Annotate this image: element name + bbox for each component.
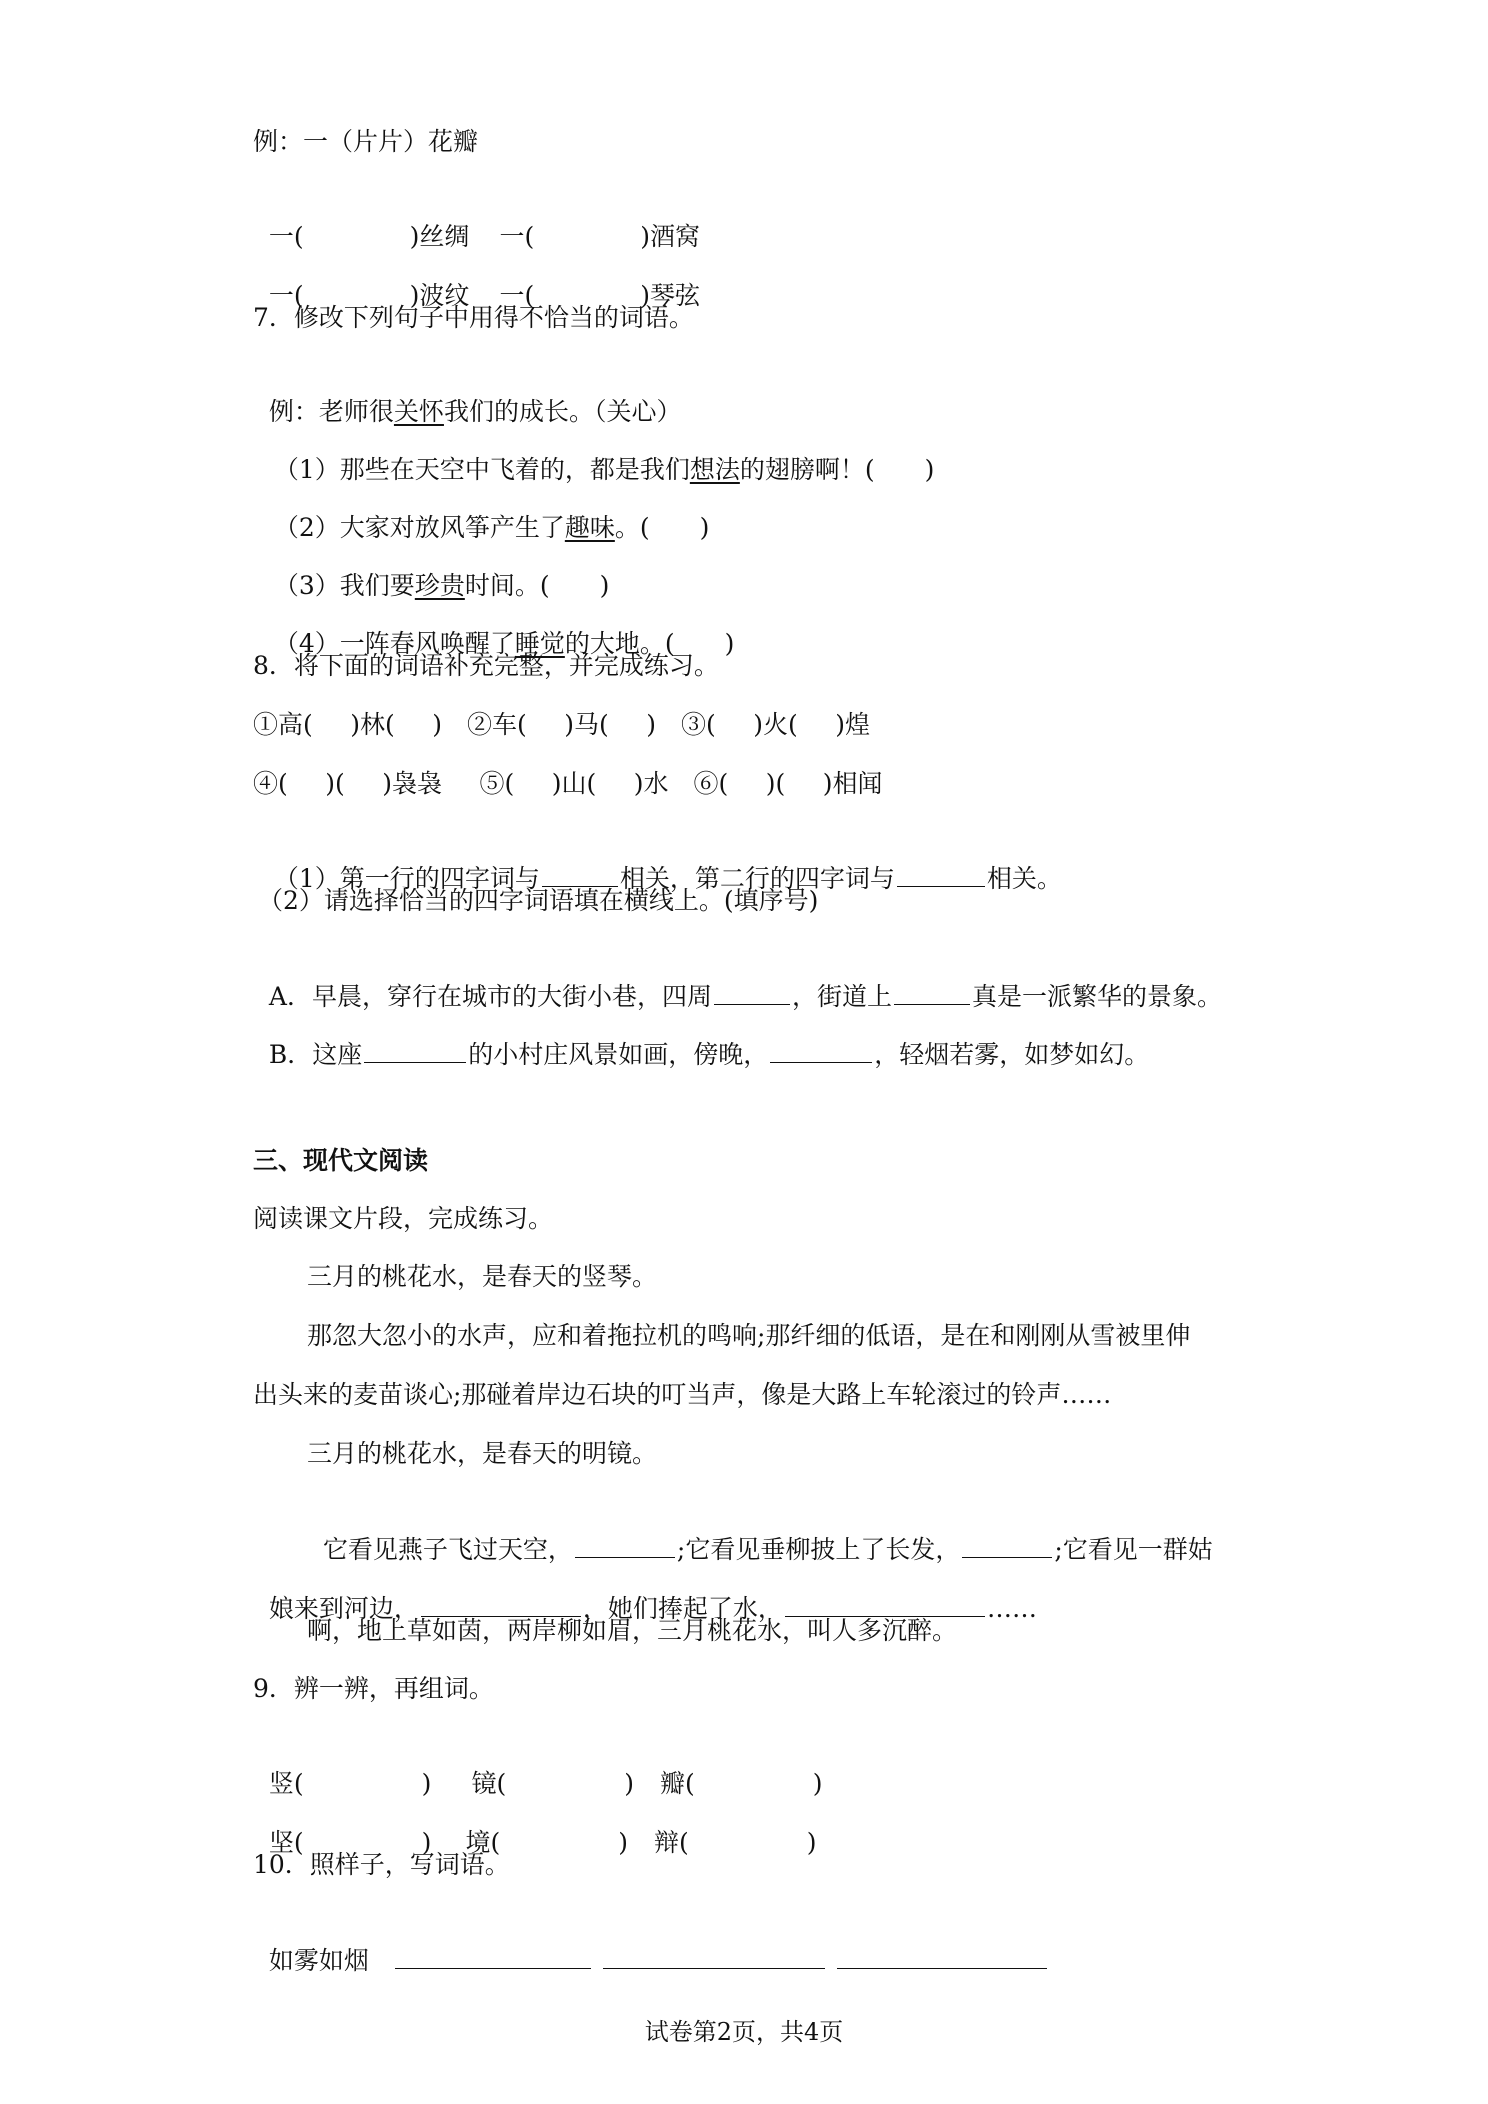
q6-row2-a-pre: 一( xyxy=(268,281,304,310)
q8-a-c: 真是一派繁华的景象。 xyxy=(971,982,1222,1011)
q10-blank-2[interactable] xyxy=(603,1942,825,1969)
q9-char: 坚( xyxy=(268,1828,304,1857)
q7-item-pre: （2）大家对放风筝产生了 xyxy=(273,513,565,542)
q8-title: 8．将下面的词语补充完整，并完成练习。 xyxy=(253,651,719,680)
q7-example-pre: 例：老师很 xyxy=(268,397,394,426)
page-footer: 试卷第2页，共4页 xyxy=(644,2018,844,2046)
q8-sub2: （2）请选择恰当的四字词语填在横线上。(填序号) xyxy=(258,886,819,915)
q6-row1-a-pre: 一( xyxy=(268,222,304,251)
passage-p5: 啊，地上草如茵，两岸柳如眉，三月桃花水，叫人多沉醉。 xyxy=(307,1616,958,1645)
p4-line2-a: 娘来到河边， xyxy=(268,1594,419,1623)
passage-p3: 三月的桃花水，是春天的明镜。 xyxy=(307,1439,658,1468)
q10-blank-1[interactable] xyxy=(395,1942,591,1969)
q7-item-word: 珍贵 xyxy=(414,571,465,600)
section-heading: 三、现代文阅读 xyxy=(253,1146,429,1175)
q8-b-a: B．这座 xyxy=(268,1040,363,1069)
passage-p2-line2: 出头来的麦苗谈心;那碰着岸边石块的叮当声，像是大路上车轮滚过的铃声…… xyxy=(253,1380,1112,1409)
p4-line2-b: ，她们捧起了水， xyxy=(582,1594,783,1623)
q7-example-word: 关怀 xyxy=(393,397,444,426)
q7-item-post: 时间。( ) xyxy=(464,571,610,600)
q10-title: 10．照样子，写词语。 xyxy=(253,1850,510,1879)
q8-sub1-blank-2[interactable] xyxy=(897,860,985,887)
q8-a-a: A．早晨，穿行在城市的大街小巷，四周 xyxy=(268,982,712,1011)
q6-example: 例：一（片片）花瓣 xyxy=(253,127,479,156)
q8-b-blank-1[interactable] xyxy=(364,1036,466,1063)
q6-row2-b-pre: 一( xyxy=(499,281,535,310)
q7-item-post: 的翅膀啊！( ) xyxy=(739,455,935,484)
q10-row xyxy=(253,1906,1049,1979)
q7-item-pre: （3）我们要 xyxy=(273,571,415,600)
q7-item-post: 。( ) xyxy=(614,513,710,542)
q6-row2-a-post: )波纹 xyxy=(409,281,470,310)
p4-line2-c: …… xyxy=(986,1594,1037,1623)
q8-sub1-b: 相关，第二行的四字词与 xyxy=(619,864,895,893)
q6-row2-b-post: )琴弦 xyxy=(640,281,700,310)
q9-char: 竖( xyxy=(268,1769,304,1798)
q10-blank-3[interactable] xyxy=(837,1942,1047,1969)
reading-instruction: 阅读课文片段，完成练习。 xyxy=(253,1204,554,1233)
q7-item-pre: （1）那些在天空中飞着的，都是我们 xyxy=(273,455,690,484)
q9-char: 境( xyxy=(465,1828,501,1857)
q7-item-post: 的大地。( ) xyxy=(564,629,735,658)
q9-close: ) xyxy=(806,1828,817,1857)
q8-a-b: ，街道上 xyxy=(791,982,892,1011)
passage-p1: 三月的桃花水，是春天的竖琴。 xyxy=(307,1262,658,1291)
q6-row1-a-post: )丝绸 xyxy=(409,222,470,251)
q7-item-word: 趣味 xyxy=(564,513,615,542)
q9-close: ) xyxy=(812,1769,823,1798)
q7-item-word: 想法 xyxy=(689,455,740,484)
q8-b-b: 的小村庄风景如画，傍晚， xyxy=(468,1040,769,1069)
q9-char: 瓣( xyxy=(659,1769,695,1798)
q7-example-post: 我们的成长。（关心） xyxy=(443,397,682,426)
q9-char: 辩( xyxy=(653,1828,689,1857)
q10-example: 如雾如烟 xyxy=(268,1946,369,1975)
q8-row1: ①高( )林( ) ②车( )马( ) ③( )火( )煌 xyxy=(253,710,871,739)
q9-close: ) xyxy=(618,1828,628,1857)
passage-p2-line1: 那忽大忽小的水声，应和着拖拉机的鸣响;那纤细的低语，是在和刚刚从雪被里伸 xyxy=(307,1321,1191,1350)
q8-sentence-b xyxy=(253,1000,1149,1073)
q9-close: ) xyxy=(421,1769,432,1798)
q9-char: 镜( xyxy=(471,1769,507,1798)
q7-item-word: 睡觉 xyxy=(514,629,565,658)
p4-line1-a: 它看见燕子飞过天空， xyxy=(322,1535,573,1564)
q8-b-c: ，轻烟若雾，如梦如幻。 xyxy=(874,1040,1150,1069)
q8-b-blank-2[interactable] xyxy=(770,1036,872,1063)
q6-row1-b-pre: 一( xyxy=(499,222,535,251)
q8-sub1-a: （1）第一行的四字词与 xyxy=(273,864,540,893)
p4-line1-c: ;它看见一群姑 xyxy=(1054,1535,1213,1564)
q7-item-pre: （4）一阵春风唤醒了 xyxy=(273,629,515,658)
q9-title: 9．辨一辨，再组词。 xyxy=(253,1674,494,1703)
q6-row1-b-post: )酒窝 xyxy=(640,222,700,251)
q8-sub1-c: 相关。 xyxy=(986,864,1062,893)
q9-close: ) xyxy=(624,1769,634,1798)
q9-close: ) xyxy=(421,1828,432,1857)
p4-line1-b: ;它看见垂柳披上了长发， xyxy=(676,1535,961,1564)
q7-title: 7．修改下列句子中用得不恰当的词语。 xyxy=(253,303,694,332)
q8-row2: ④( )( )袅袅 ⑤( )山( )水 ⑥( )( )相闻 xyxy=(253,769,883,798)
